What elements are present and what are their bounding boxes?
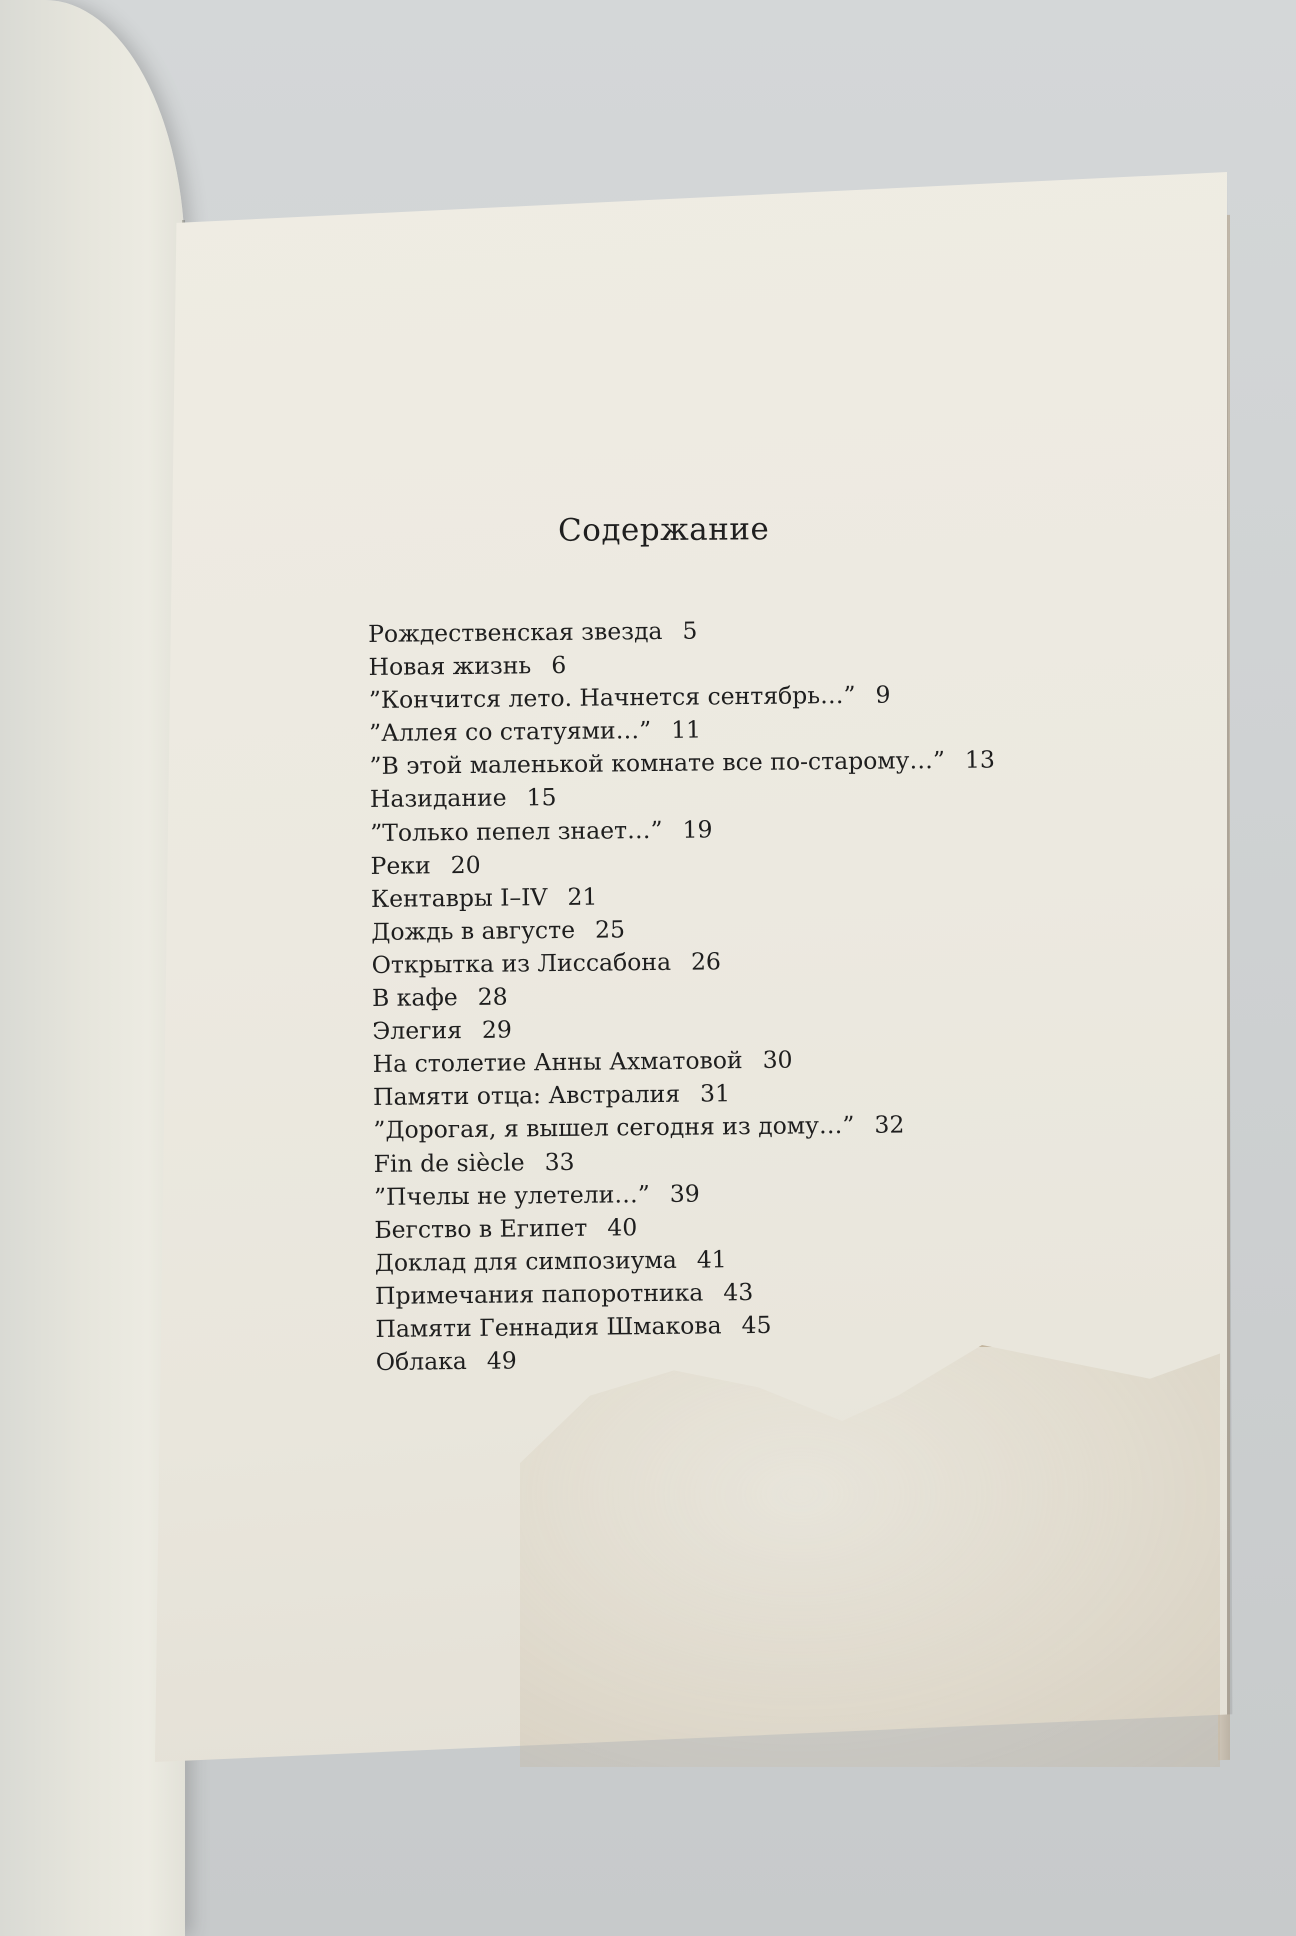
toc-entry-title: Бегство в Египет bbox=[374, 1213, 588, 1244]
toc-entry-title: Элегия bbox=[372, 1016, 463, 1046]
page-title: Содержание bbox=[557, 511, 770, 549]
toc-entry-page: 28 bbox=[477, 982, 508, 1011]
toc-entry-title: Fin de siècle bbox=[373, 1147, 525, 1178]
toc-entry-title: В кафе bbox=[371, 983, 458, 1013]
toc-entry-page: 25 bbox=[594, 915, 626, 944]
toc-entry-title: Кентавры I–IV bbox=[370, 882, 548, 913]
toc-entry-page: 26 bbox=[690, 947, 722, 976]
table-of-contents bbox=[368, 610, 1096, 1379]
toc-entry-title: Дождь в августе bbox=[371, 915, 576, 946]
toc-entry-page: 40 bbox=[607, 1212, 638, 1242]
toc-entry-title: Рождественская звезда bbox=[368, 616, 663, 648]
toc-entry-page: 15 bbox=[526, 783, 557, 812]
toc-entry-title: ”Аллея со статуями…” bbox=[369, 716, 652, 748]
toc-entry-title: ”Дорогая, я вышел сегодня из дому…” bbox=[373, 1111, 855, 1145]
toc-entry-title: ”В этой маленькой комнате все по-старому…” bbox=[369, 746, 946, 781]
toc-entry-page: 9 bbox=[875, 680, 891, 709]
toc-entry-title: Реки bbox=[370, 851, 431, 880]
toc-entry-title: Новая жизнь bbox=[368, 651, 532, 682]
toc-entry-page: 5 bbox=[682, 616, 698, 645]
toc-entry-page: 45 bbox=[741, 1310, 772, 1340]
toc-entry-title: Открытка из Лиссабона bbox=[371, 947, 672, 979]
toc-entry-title: Памяти Геннадия Шмакова bbox=[375, 1311, 722, 1343]
toc-entry-page: 41 bbox=[696, 1245, 727, 1274]
toc-entry-title: Облака bbox=[375, 1347, 467, 1377]
toc-entry-title: На столетие Анны Ахматовой bbox=[372, 1046, 743, 1079]
toc-entry bbox=[376, 1338, 1096, 1379]
toc-entry-title: ”Пчелы не улетели…” bbox=[373, 1179, 650, 1211]
toc-entry-page: 49 bbox=[486, 1346, 517, 1375]
toc-entry-title: Примечания папоротника bbox=[374, 1278, 704, 1310]
toc-entry-page: 43 bbox=[723, 1277, 754, 1307]
toc-entry-page: 31 bbox=[699, 1079, 731, 1108]
toc-entry-page: 33 bbox=[544, 1147, 575, 1176]
toc-entry-title: Назидание bbox=[369, 784, 507, 814]
toc-entry-page: 13 bbox=[964, 745, 995, 775]
toc-entry-title: ”Кончится лето. Начнется сентябрь…” bbox=[368, 681, 856, 715]
toc-entry-page: 21 bbox=[567, 882, 598, 911]
toc-entry-page: 30 bbox=[762, 1045, 793, 1075]
toc-entry-page: 11 bbox=[670, 715, 702, 745]
toc-entry-page: 32 bbox=[874, 1110, 905, 1140]
toc-entry-page: 39 bbox=[669, 1179, 700, 1208]
toc-entry-title: Памяти отца: Австралия bbox=[372, 1080, 681, 1112]
toc-entry-page: 6 bbox=[551, 651, 567, 680]
toc-entry-title: ”Только пепел знает…” bbox=[370, 815, 663, 847]
toc-entry-page: 20 bbox=[450, 850, 481, 879]
toc-entry-page: 29 bbox=[481, 1015, 512, 1044]
toc-entry-page: 19 bbox=[682, 814, 713, 844]
toc-entry-title: Доклад для симпозиума bbox=[374, 1245, 677, 1277]
